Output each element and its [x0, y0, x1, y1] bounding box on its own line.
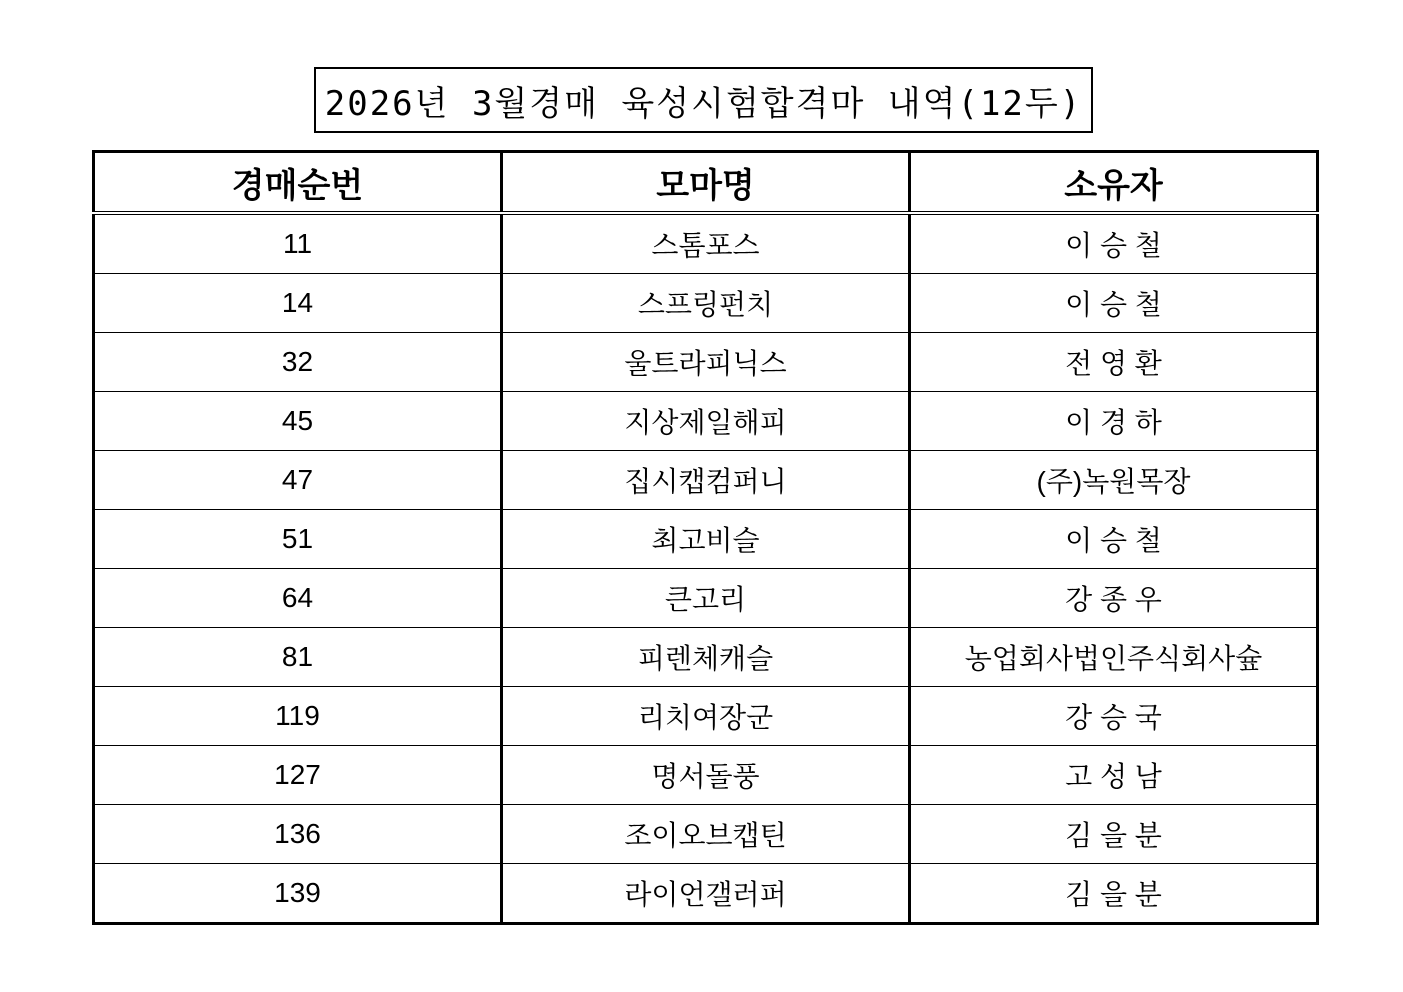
owner-cell: 이 경 하	[910, 392, 1318, 451]
dam-name-cell: 스톰포스	[502, 213, 910, 274]
auction-number-cell: 32	[94, 333, 502, 392]
dam-name-cell: 피렌체캐슬	[502, 628, 910, 687]
page-title: 2026년 3월경매 육성시험합격마 내역(12두)	[324, 83, 1083, 124]
auction-number-cell: 14	[94, 274, 502, 333]
column-header-dam-name: 모마명	[502, 152, 910, 214]
auction-number-cell: 136	[94, 805, 502, 864]
owner-cell: 이 승 철	[910, 510, 1318, 569]
owner-cell: 이 승 철	[910, 274, 1318, 333]
title-box	[314, 67, 1093, 133]
dam-name-cell: 집시캡컴퍼니	[502, 451, 910, 510]
table-row	[94, 864, 1318, 924]
dam-name-cell: 스프링펀치	[502, 274, 910, 333]
dam-name-cell: 조이오브캡틴	[502, 805, 910, 864]
table-row	[94, 628, 1318, 687]
auction-number-cell: 51	[94, 510, 502, 569]
dam-name-cell: 큰고리	[502, 569, 910, 628]
auction-number-cell: 11	[94, 213, 502, 274]
auction-number-cell: 45	[94, 392, 502, 451]
owner-cell: 강 종 우	[910, 569, 1318, 628]
table-row	[94, 274, 1318, 333]
owner-cell: 김 을 분	[910, 864, 1318, 924]
table-row	[94, 510, 1318, 569]
column-header-auction-number: 경매순번	[94, 152, 502, 214]
table-row	[94, 805, 1318, 864]
auction-number-cell: 139	[94, 864, 502, 924]
owner-cell: 이 승 철	[910, 213, 1318, 274]
table-row	[94, 333, 1318, 392]
horse-list-table	[92, 150, 1319, 925]
auction-number-cell: 127	[94, 746, 502, 805]
owner-cell: 강 승 국	[910, 687, 1318, 746]
owner-cell: 고 성 남	[910, 746, 1318, 805]
dam-name-cell: 울트라피닉스	[502, 333, 910, 392]
dam-name-cell: 라이언갤러퍼	[502, 864, 910, 924]
owner-cell: (주)녹원목장	[910, 451, 1318, 510]
dam-name-cell: 지상제일해피	[502, 392, 910, 451]
table-row	[94, 569, 1318, 628]
column-header-owner: 소유자	[910, 152, 1318, 214]
dam-name-cell: 리치여장군	[502, 687, 910, 746]
table-row	[94, 392, 1318, 451]
owner-cell: 전 영 환	[910, 333, 1318, 392]
table-row	[94, 451, 1318, 510]
table-row	[94, 746, 1318, 805]
dam-name-cell: 최고비슬	[502, 510, 910, 569]
auction-number-cell: 47	[94, 451, 502, 510]
dam-name-cell: 명서돌풍	[502, 746, 910, 805]
owner-cell: 김 을 분	[910, 805, 1318, 864]
auction-number-cell: 81	[94, 628, 502, 687]
auction-number-cell: 64	[94, 569, 502, 628]
table-row	[94, 687, 1318, 746]
header-row	[94, 152, 1318, 214]
auction-number-cell: 119	[94, 687, 502, 746]
table-row	[94, 213, 1318, 274]
owner-cell: 농업회사법인주식회사슢	[910, 628, 1318, 687]
